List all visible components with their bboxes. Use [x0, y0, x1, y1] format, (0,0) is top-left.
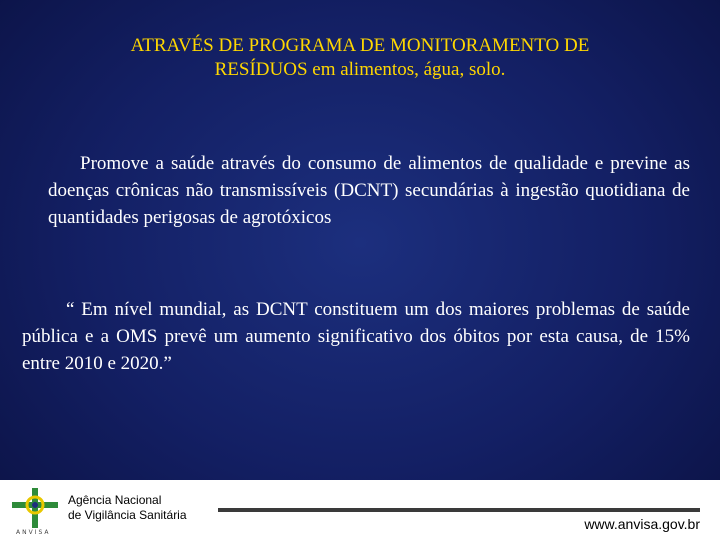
title-line-1: ATRAVÉS DE PROGRAMA DE MONITORAMENTO DE	[130, 35, 590, 56]
logo-caption: ANVISA	[16, 529, 51, 536]
footer-bar	[0, 480, 720, 540]
website-url: www.anvisa.gov.br	[584, 516, 700, 532]
title-line-2: RESÍDUOS em alimentos, água, solo.	[214, 59, 506, 80]
agency-name	[68, 493, 187, 523]
agency-line-2: de Vigilância Sanitária	[68, 508, 187, 522]
footer-divider	[218, 508, 700, 512]
paragraph-health-promotion: Promove a saúde através do consumo de alimentos de qualidade e previne as doenças crônicas não transmissíveis (DCNT) secundárias à ingestão quotidiana de quantidades perigosas de agrotóxicos	[48, 153, 690, 228]
agency-line-1: Agência Nacional	[68, 493, 162, 507]
slide-title	[30, 34, 690, 82]
paragraph-who-quote: “ Em nível mundial, as DCNT constituem um dos maiores problemas de saúde pública e a OMS prevê um aumento significativo dos óbitos por esta causa, de 15% entre 2010 e 2020.”	[22, 299, 690, 374]
